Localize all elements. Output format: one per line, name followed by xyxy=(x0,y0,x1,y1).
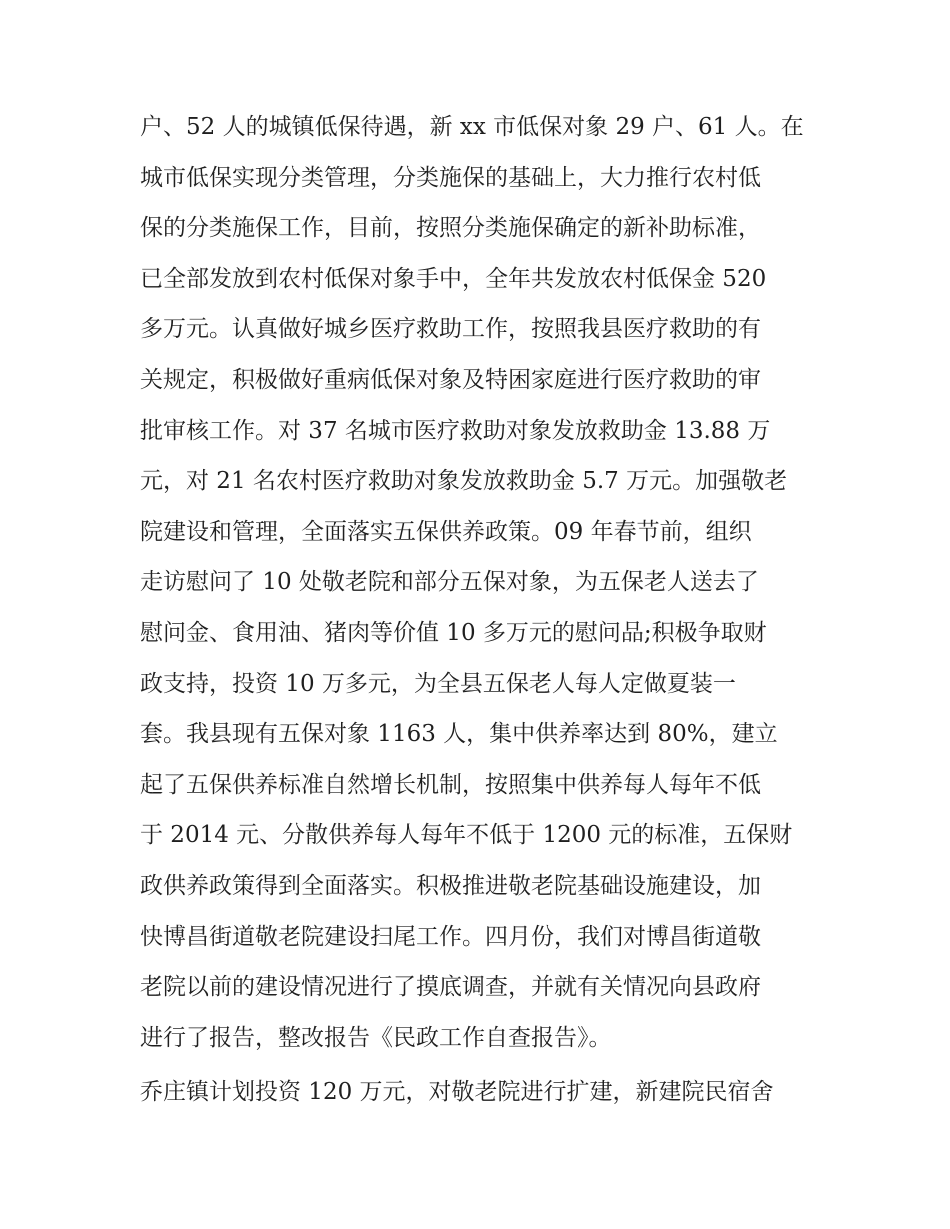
text-line: 慰问金、食用油、猪肉等价值 10 多万元的慰问品;积极争取财 xyxy=(140,619,767,646)
text-line: 保的分类施保工作，目前，按照分类施保确定的新补助标准， xyxy=(140,215,761,242)
text-line: 老院以前的建设情况进行了摸底调查，并就有关情况向县政府 xyxy=(140,974,761,1001)
text-line: 关规定，积极做好重病低保对象及特困家庭进行医疗救助的审 xyxy=(140,366,761,393)
text-line: 政供养政策得到全面落实。积极推进敬老院基础设施建设，加 xyxy=(140,872,761,899)
text-line: 快博昌街道敬老院建设扫尾工作。四月份，我们对博昌街道敬 xyxy=(140,923,761,950)
paragraph xyxy=(140,102,820,1063)
text-line: 起了五保供养标准自然增长机制，按照集中供养每人每年不低 xyxy=(140,771,761,798)
text-line: 元，对 21 名农村医疗救助对象发放救助金 5.7 万元。加强敬老 xyxy=(140,468,788,495)
text-line: 政支持，投资 10 万多元，为全县五保老人每人定做夏装一 xyxy=(140,670,736,697)
text-line: 乔庄镇计划投资 120 万元，对敬老院进行扩建，新建院民宿舍 xyxy=(140,1079,774,1106)
paragraph xyxy=(140,1067,820,1118)
body-text xyxy=(140,102,820,1118)
text-line: 城市低保实现分类管理，分类施保的基础上，大力推行农村低 xyxy=(140,164,761,191)
text-line: 进行了报告，整改报告《民政工作自查报告》。 xyxy=(140,1024,612,1051)
text-line: 已全部发放到农村低保对象手中，全年共发放农村低保金 520 xyxy=(140,265,767,292)
text-line: 于 2014 元、分散供养每人每年不低于 1200 元的标准，五保财 xyxy=(140,822,793,849)
text-line: 套。我县现有五保对象 1163 人，集中供养率达到 80%，建立 xyxy=(140,721,778,748)
text-line: 走访慰问了 10 处敬老院和部分五保对象，为五保老人送去了 xyxy=(140,569,759,596)
text-line: 院建设和管理，全面落实五保供养政策。09 年春节前，组织 xyxy=(140,518,752,545)
text-line: 户、52 人的城镇低保待遇，新 xx 市低保对象 29 户、61 人。在 xyxy=(140,114,804,140)
text-line: 多万元。认真做好城乡医疗救助工作，按照我县医疗救助的有 xyxy=(140,316,761,343)
text-line: 批审核工作。对 37 名城市医疗救助对象发放救助金 13.88 万 xyxy=(140,417,771,444)
